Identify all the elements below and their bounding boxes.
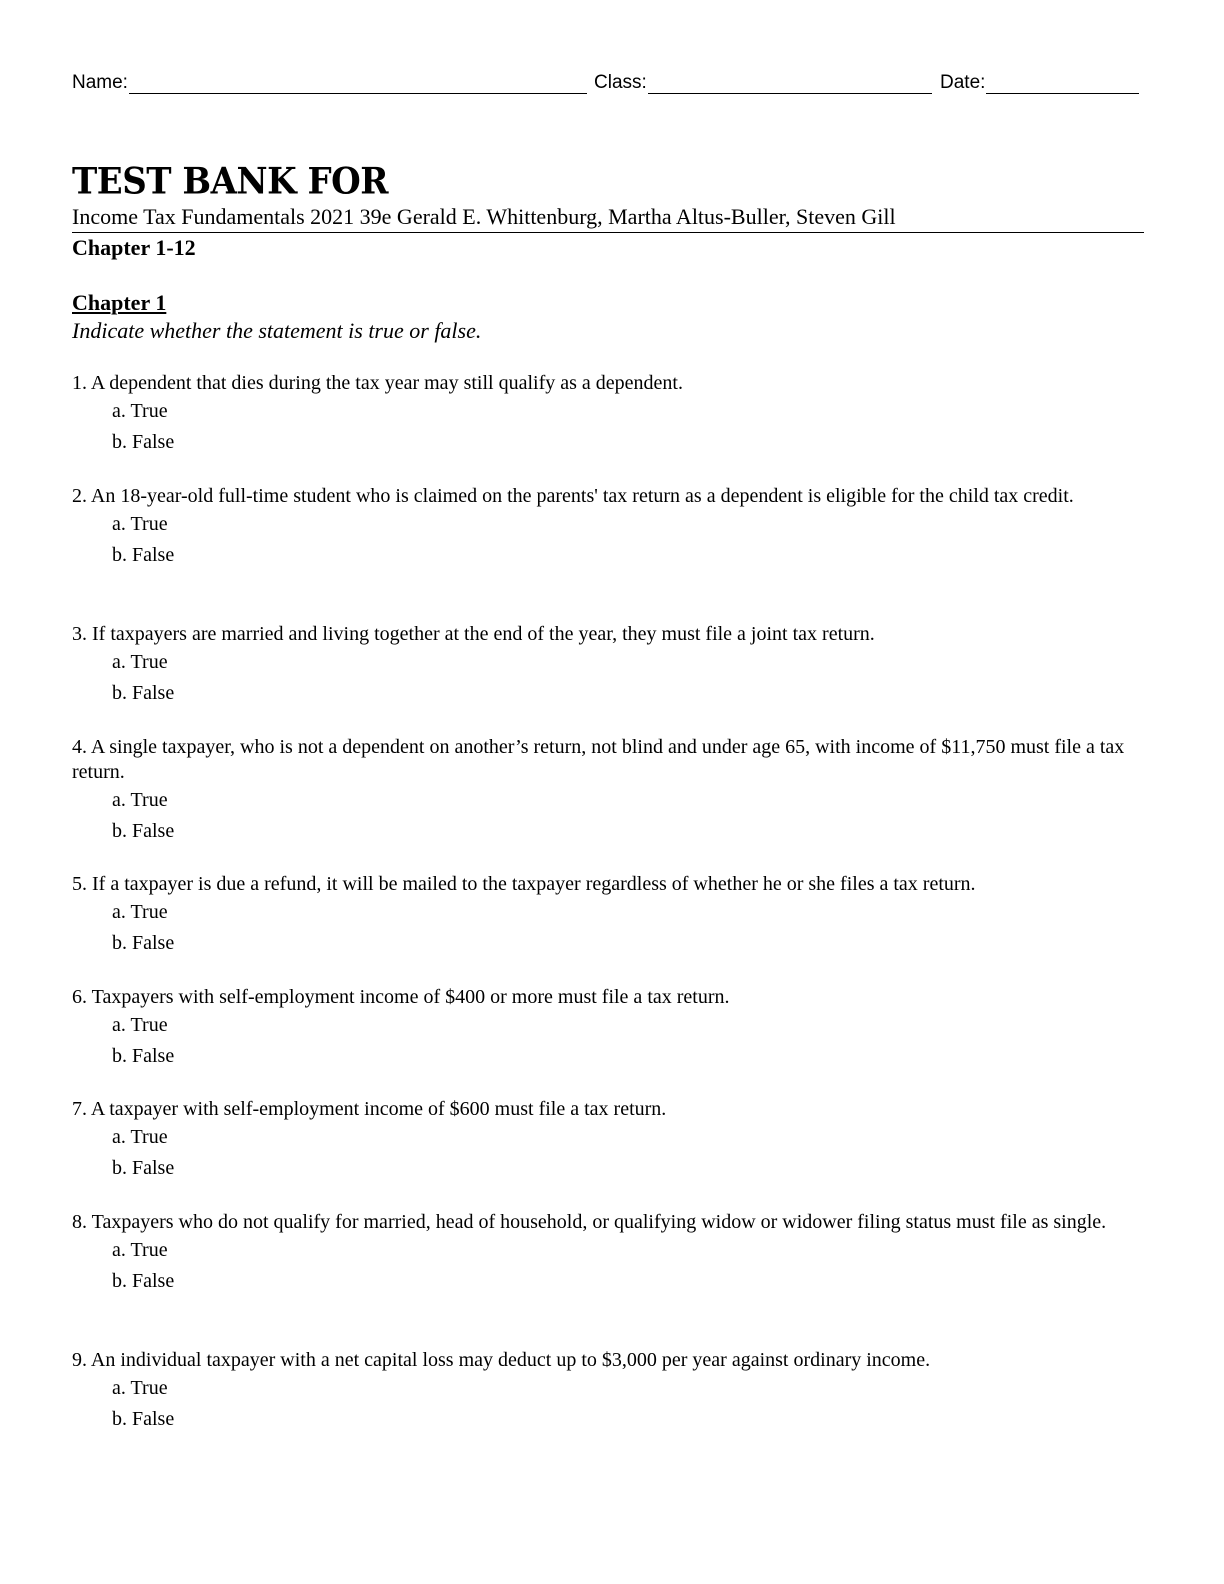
question-text: 1. A dependent that dies during the tax year may still qualify as a dependent. [72,372,683,394]
option-true[interactable]: a. True [112,789,168,811]
option-false[interactable]: b. False [112,1157,175,1179]
name-blank[interactable] [129,73,587,94]
option-false[interactable]: b. False [112,1045,175,1067]
option-false[interactable]: b. False [112,1408,175,1430]
question-item [72,1097,1147,1181]
question-text: 4. A single taxpayer, who is not a dependent on another’s return, not blind and under age 65, with income of $11,750 must file a tax return. [72,736,1125,783]
question-item [72,872,1147,956]
option-false[interactable]: b. False [112,431,175,453]
option-true[interactable]: a. True [112,901,168,923]
book-subtitle: Income Tax Fundamentals 2021 39e Gerald E. Whittenburg, Martha Altus-Buller, Steven Gill [72,204,1144,233]
question-item [72,1210,1147,1294]
date-label: Date: [940,72,986,93]
date-blank[interactable] [986,73,1139,94]
question-item [72,1348,1147,1432]
option-true[interactable]: a. True [112,1014,168,1036]
question-text: 8. Taxpayers who do not qualify for married, head of household, or qualifying widow or widower filing status must file as single. [72,1211,1107,1233]
option-false[interactable]: b. False [112,1270,175,1292]
question-text: 5. If a taxpayer is due a refund, it will be mailed to the taxpayer regardless of whether he or she files a tax return. [72,873,976,895]
option-true[interactable]: a. True [112,1126,168,1148]
option-true[interactable]: a. True [112,651,168,673]
question-text: 2. An 18-year-old full-time student who is claimed on the parents' tax return as a dependent is eligible for the child tax credit. [72,485,1074,507]
question-item [72,735,1147,844]
option-false[interactable]: b. False [112,682,175,704]
name-label: Name: [72,72,128,93]
option-false[interactable]: b. False [112,932,175,954]
option-false[interactable]: b. False [112,544,175,566]
question-text: 9. An individual taxpayer with a net capital loss may deduct up to $3,000 per year against ordinary income. [72,1349,931,1371]
chapter-heading: Chapter 1 [72,290,167,315]
question-text: 6. Taxpayers with self-employment income of $400 or more must file a tax return. [72,986,730,1008]
document-title: TEST BANK FOR [72,160,389,204]
class-blank[interactable] [648,73,932,94]
name-field[interactable] [72,72,587,94]
class-label: Class: [594,72,647,93]
question-text: 7. A taxpayer with self-employment income of $600 must file a tax return. [72,1098,667,1120]
date-field[interactable] [940,72,1139,94]
question-item [72,484,1147,568]
question-text: 3. If taxpayers are married and living together at the end of the year, they must file a joint tax return. [72,623,875,645]
question-item [72,371,1147,455]
question-item [72,622,1147,706]
class-field[interactable] [594,72,932,94]
option-true[interactable]: a. True [112,513,168,535]
chapter-range: Chapter 1-12 [72,235,196,260]
option-false[interactable]: b. False [112,820,175,842]
option-true[interactable]: a. True [112,1239,168,1261]
student-info-fields [72,72,1142,98]
option-true[interactable]: a. True [112,1377,168,1399]
question-item [72,985,1147,1069]
option-true[interactable]: a. True [112,400,168,422]
instruction-text: Indicate whether the statement is true or false. [72,318,482,343]
